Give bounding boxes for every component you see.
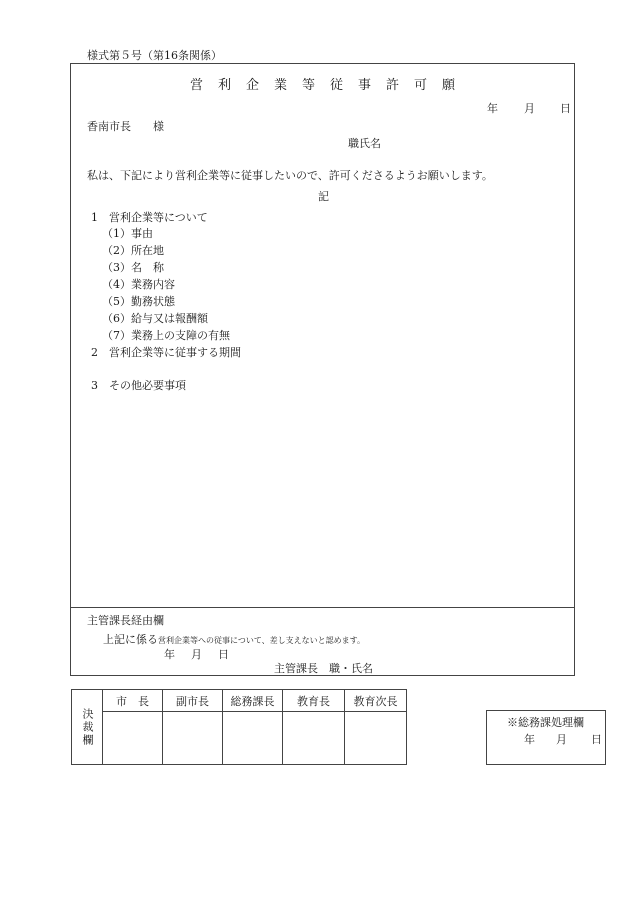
item-3-heading: 3 その他必要事項 xyxy=(91,379,186,392)
form-number-label: 様式第５号（第16条関係） xyxy=(87,49,222,62)
approval-date-day: 日 xyxy=(218,648,229,661)
approval-signature-label: 主管課長 職・氏名 xyxy=(274,662,373,675)
date-year: 年 xyxy=(487,102,498,115)
applicant-label: 職氏名 xyxy=(348,137,381,150)
section-divider xyxy=(70,607,575,608)
general-affairs-date-month: 月 xyxy=(556,733,567,746)
approval-statement-rest: 営利企業等への従事について、差し支えないと認めます。 xyxy=(158,636,366,645)
ki-label: 記 xyxy=(318,190,329,203)
approval-date-month: 月 xyxy=(191,648,202,661)
approval-section-heading: 主管課長経由欄 xyxy=(87,614,164,627)
application-form-box xyxy=(70,63,575,676)
approval-statement xyxy=(103,628,365,647)
general-affairs-date-year: 年 xyxy=(524,733,535,746)
item-1-3: （3）名 称 xyxy=(102,261,164,274)
kessai-table xyxy=(71,689,407,765)
item-1-1: （1）事由 xyxy=(102,227,153,240)
general-affairs-heading: ※総務課処理欄 xyxy=(507,716,584,729)
kessai-stamp-superintendent[interactable] xyxy=(283,712,345,765)
item-2-heading: 2 営利企業等に従事する期間 xyxy=(91,346,241,359)
date-day: 日 xyxy=(560,102,571,115)
request-statement: 私は、下記により営利企業等に従事したいので、許可くださるようお願いします。 xyxy=(87,169,493,182)
item-1-6: （6）給与又は報酬額 xyxy=(102,312,208,325)
item-1-4: （4）業務内容 xyxy=(102,278,175,291)
item-1-2: （2）所在地 xyxy=(102,244,164,257)
general-affairs-date-day: 日 xyxy=(591,733,602,746)
kessai-col-mayor: 市 長 xyxy=(103,690,163,712)
item-1-5: （5）勤務状態 xyxy=(102,295,175,308)
approval-statement-lead: 上記に係る xyxy=(103,633,158,646)
kessai-col-vice-mayor: 副市長 xyxy=(163,690,223,712)
kessai-col-general-affairs-chief: 総務課長 xyxy=(223,690,283,712)
kessai-col-deputy-superintendent: 教育次長 xyxy=(345,690,407,712)
kessai-stamp-mayor[interactable] xyxy=(103,712,163,765)
form-title: 営利企業等従事許可願 xyxy=(189,78,470,93)
approval-date-year: 年 xyxy=(164,648,175,661)
item-1-7: （7）業務上の支障の有無 xyxy=(102,329,230,342)
kessai-stamp-general-affairs-chief[interactable] xyxy=(223,712,283,765)
date-month: 月 xyxy=(524,102,535,115)
kessai-stamp-deputy-superintendent[interactable] xyxy=(345,712,407,765)
kessai-stamp-vice-mayor[interactable] xyxy=(163,712,223,765)
item-1-heading: 1 営利企業等について xyxy=(91,211,208,224)
addressee: 香南市長 様 xyxy=(87,120,164,133)
kessai-col-superintendent: 教育長 xyxy=(283,690,345,712)
kessai-row-label: 決裁欄 xyxy=(72,690,103,765)
